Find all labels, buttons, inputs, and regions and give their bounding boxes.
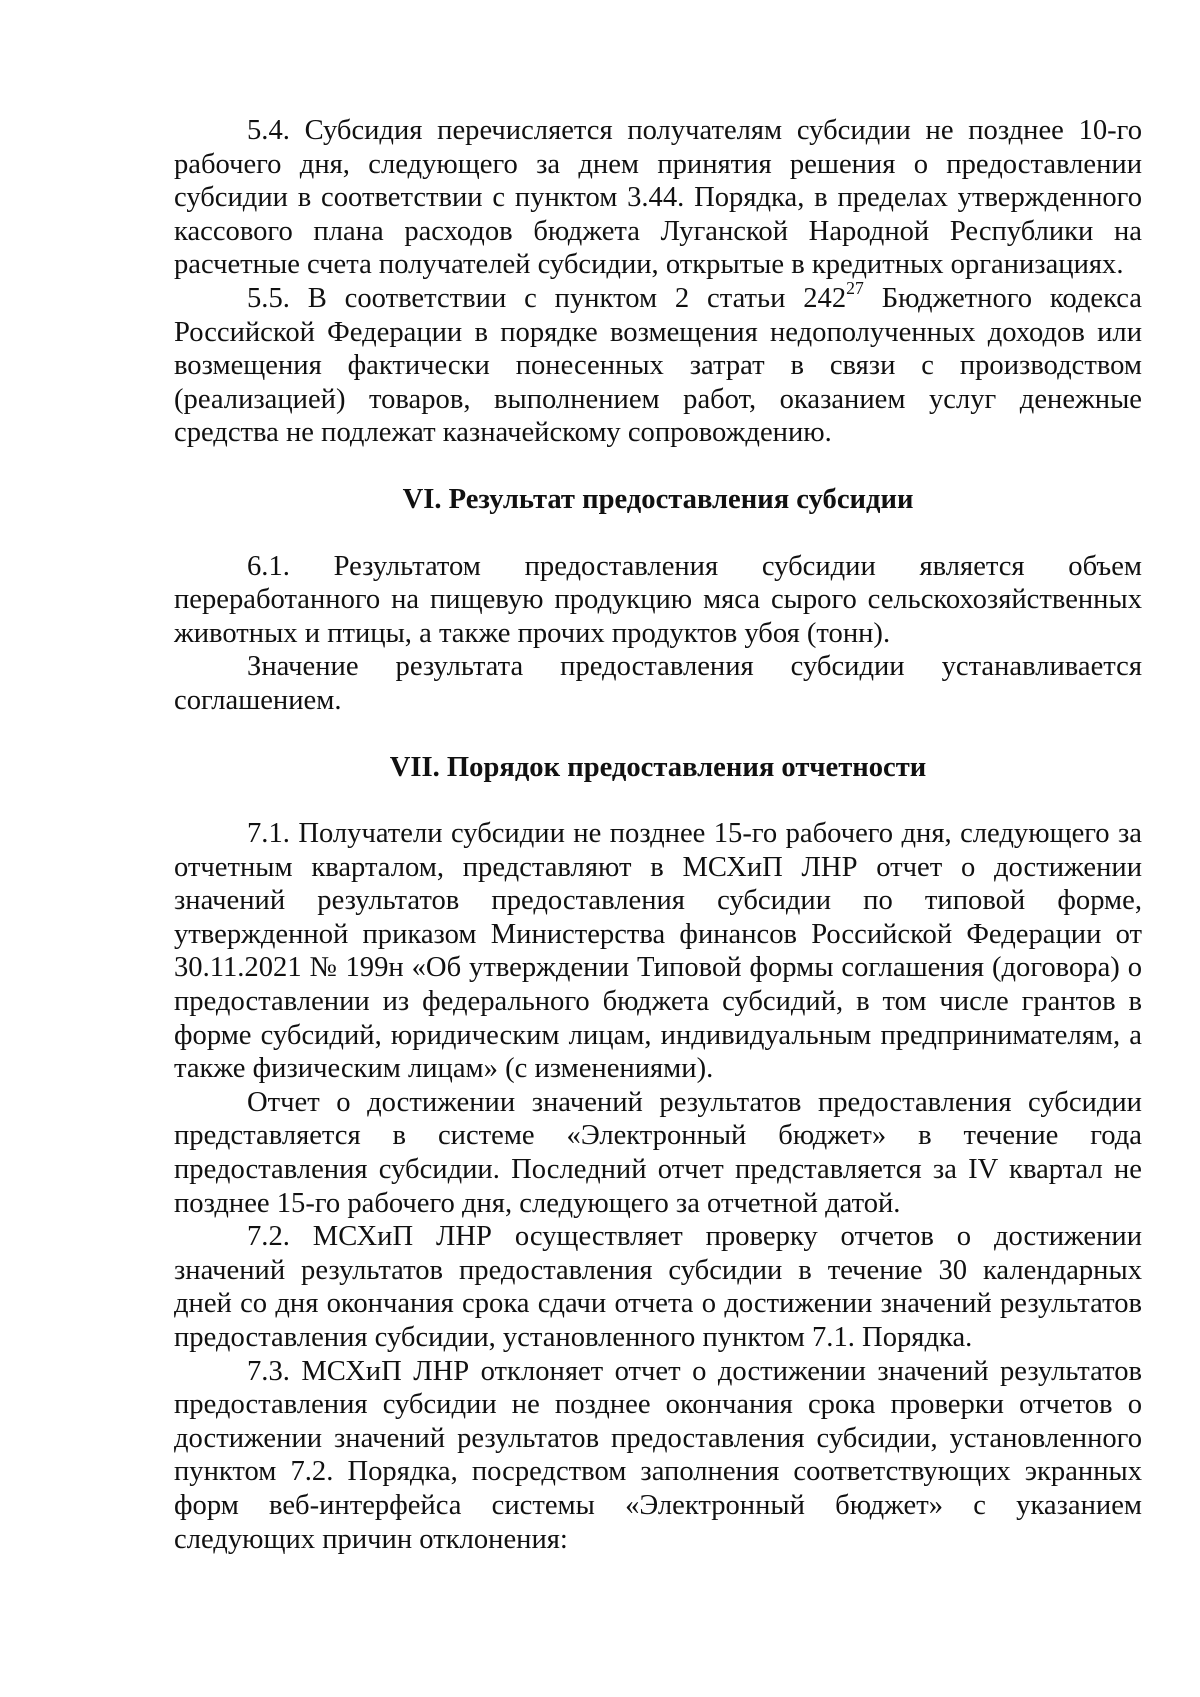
paragraph-7-1: 7.1. Получатели субсидии не позднее 15-го рабочего дня, следующего за отчетным кварталом, представляют в МСХиП ЛНР отчет о достижении значений результатов предоставления субсидии по типовой форме, утвержденной приказом Министерства финансов Российской Федерации от 30.11.2021 № 199н «Об утверждении Типовой формы соглашения (договора) о предоставлении из федерального бюджета субсидий, в том числе грантов в форме субсидий, юридическим лицам, индивидуальным предпринимателям, а также физическим лицам» (с изменениями). <box>174 818 1142 1085</box>
document-page <box>174 114 1142 1556</box>
paragraph-7-1-report: Отчет о достижении значений результатов предоставления субсидии представляется в системе «Электронный бюджет» в течение года предоставления субсидии. Последний отчет представляется за IV квартал не позднее 15-го рабочего дня, следующего за отчетной датой. <box>174 1086 1142 1219</box>
section-7-heading: VII. Порядок предоставления отчетности <box>389 751 927 783</box>
footnote-superscript: 27 <box>846 278 864 299</box>
spacer <box>174 784 1142 817</box>
paragraph-7-2: 7.2. МСХиП ЛНР осуществляет проверку отчетов о достижении значений результатов предоставления субсидии в течение 30 календарных дней со дня окончания срока сдачи отчета о достижении значений результатов предоставления субсидии, установленного пунктом 7.1. Порядка. <box>174 1221 1142 1353</box>
section-6-heading: VI. Результат предоставления субсидии <box>402 483 914 515</box>
paragraph-5-5 <box>174 278 1142 450</box>
spacer <box>174 517 1142 550</box>
paragraph-7-3: 7.3. МСХиП ЛНР отклоняет отчет о достижении значений результатов предоставления субсидии не позднее окончания срока проверки отчетов о достижении значений результатов предоставления субсидии, установленного пунктом 7.2. Порядка, посредством заполнения соответствующих экранных форм веб-интерфейса системы «Электронный бюджет» с указанием следующих причин отклонения: <box>174 1355 1142 1555</box>
paragraph-5-4: 5.4. Субсидия перечисляется получателям субсидии не позднее 10-го рабочего дня, следующего за днем принятия решения о предоставлении субсидии в соответствии с пунктом 3.44. Порядка, в пределах утвержденного кассового плана расходов бюджета Луганской Народной Республики на расчетные счета получателей субсидии, открытые в кредитных организациях. <box>174 115 1142 281</box>
paragraph-6-1-value: Значение результата предоставления субсидии устанавливается соглашением. <box>174 651 1142 716</box>
spacer <box>174 718 1142 751</box>
spacer <box>174 450 1142 483</box>
paragraph-5-5-text-start: 5.5. В соответствии с пунктом 2 статьи 242 <box>247 282 847 314</box>
paragraph-6-1: 6.1. Результатом предоставления субсидии является объем переработанного на пищевую продукцию мяса сырого сельскохозяйственных животных и птицы, а также прочих продуктов убоя (тонн). <box>174 550 1142 649</box>
paragraph-5-5-text-end: Бюджетного кодекса Российской Федерации в порядке возмещения недополученных доходов или возмещения фактически понесенных затрат в связи с производством (реализацией) товаров, выполнением работ, оказанием услуг денежные средства не подлежат казначейскому сопровождению. <box>174 282 1142 449</box>
